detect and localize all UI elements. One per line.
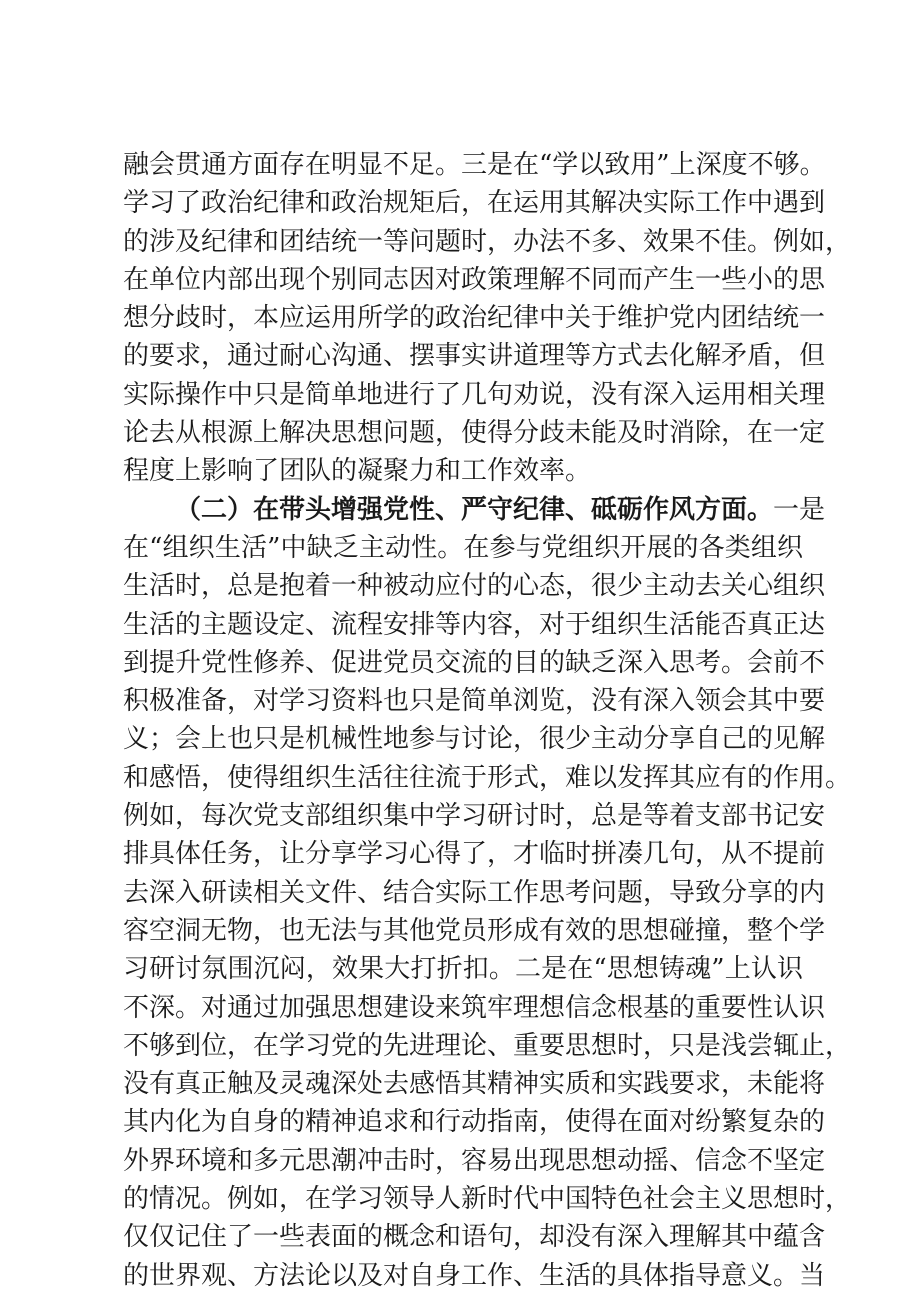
- text-line: 例如，每次党支部组织集中学习研讨时，总是等着支部书记安: [123, 801, 826, 832]
- text-line: 学习了政治纪律和政治规矩后，在运用其解决实际工作中遇到: [123, 188, 826, 219]
- paragraph-2: [123, 491, 852, 1295]
- text-line: 实际操作中只是简单地进行了几句劝说，没有深入运用相关理: [123, 379, 826, 410]
- text-line: 生活的主题设定、流程安排等内容，对于组织生活能否真正达: [123, 609, 826, 640]
- text-line: 到提升党性修养、促进党员交流的目的缺乏深入思考。会前不: [123, 647, 826, 678]
- section-heading-line: [123, 491, 826, 529]
- text-line: 的情况。例如，在学习领导人新时代中国特色社会主义思想时，: [123, 1184, 852, 1215]
- text-line: 和感悟，使得组织生活往往流于形式，难以发挥其应有的作用。: [123, 762, 852, 793]
- text-line: 去深入研读相关文件、结合实际工作思考问题，导致分享的内: [123, 877, 826, 908]
- text-line: 融会贯通方面存在明显不足。三是在“学以致用”上深度不够。: [123, 150, 826, 180]
- text-line: 其内化为自身的精神追求和行动指南，使得在面对纷繁复杂的: [123, 1107, 826, 1138]
- text-line: 在“组织生活”中缺乏主动性。在参与党组织开展的各类组织: [123, 532, 803, 563]
- text-line: 的涉及纪律和团结统一等问题时，办法不多、效果不佳。例如，: [123, 226, 852, 257]
- text-line: 排具体任务，让分享学习心得了，才临时拼凑几句，从不提前: [123, 839, 826, 870]
- text-line: 在单位内部出现个别同志因对政策理解不同而产生一些小的思: [123, 264, 826, 295]
- text-line: 程度上影响了团队的凝聚力和工作效率。: [123, 456, 592, 487]
- text-line: 的要求，通过耐心沟通、摆事实讲道理等方式去化解矛盾，但: [123, 341, 826, 372]
- text-line: 论去从根源上解决思想问题，使得分歧未能及时消除，在一定: [123, 418, 826, 449]
- text-line: 仅仅记住了一些表面的概念和语句，却没有深入理解其中蕴含: [123, 1222, 826, 1253]
- text-line: 不深。对通过加强思想建设来筑牢理想信念根基的重要性认识: [123, 992, 826, 1023]
- text-line: 习研讨氛围沉闷，效果大打折扣。二是在“思想铸魂”上认识: [123, 954, 803, 985]
- text-line: 外界环境和多元思潮冲击时，容易出现思想动摇、信念不坚定: [123, 1145, 826, 1176]
- section-heading: （二）在带头增强党性、严守纪律、砥砺作风方面。: [175, 494, 774, 525]
- text-line: 不够到位，在学习党的先进理论、重要思想时，只是浅尝辄止，: [123, 1030, 852, 1061]
- text-line: 义；会上也只是机械性地参与讨论，很少主动分享自己的见解: [123, 724, 826, 755]
- text-line: 想分歧时，本应运用所学的政治纪律中关于维护党内团结统一: [123, 303, 826, 334]
- paragraph-1: [123, 146, 852, 491]
- text-line: 容空洞无物，也无法与其他党员形成有效的思想碰撞，整个学: [123, 915, 826, 946]
- text-line: 积极准备，对学习资料也只是简单浏览，没有深入领会其中要: [123, 686, 826, 717]
- text-line: 没有真正触及灵魂深处去感悟其精神实质和实践要求，未能将: [123, 1069, 826, 1100]
- text-line: 的世界观、方法论以及对自身工作、生活的具体指导意义。当: [123, 1260, 826, 1291]
- body-text: [123, 146, 852, 1295]
- text-fragment: 一是: [773, 494, 826, 525]
- text-line: 生活时，总是抱着一种被动应付的心态，很少主动去关心组织: [123, 571, 826, 602]
